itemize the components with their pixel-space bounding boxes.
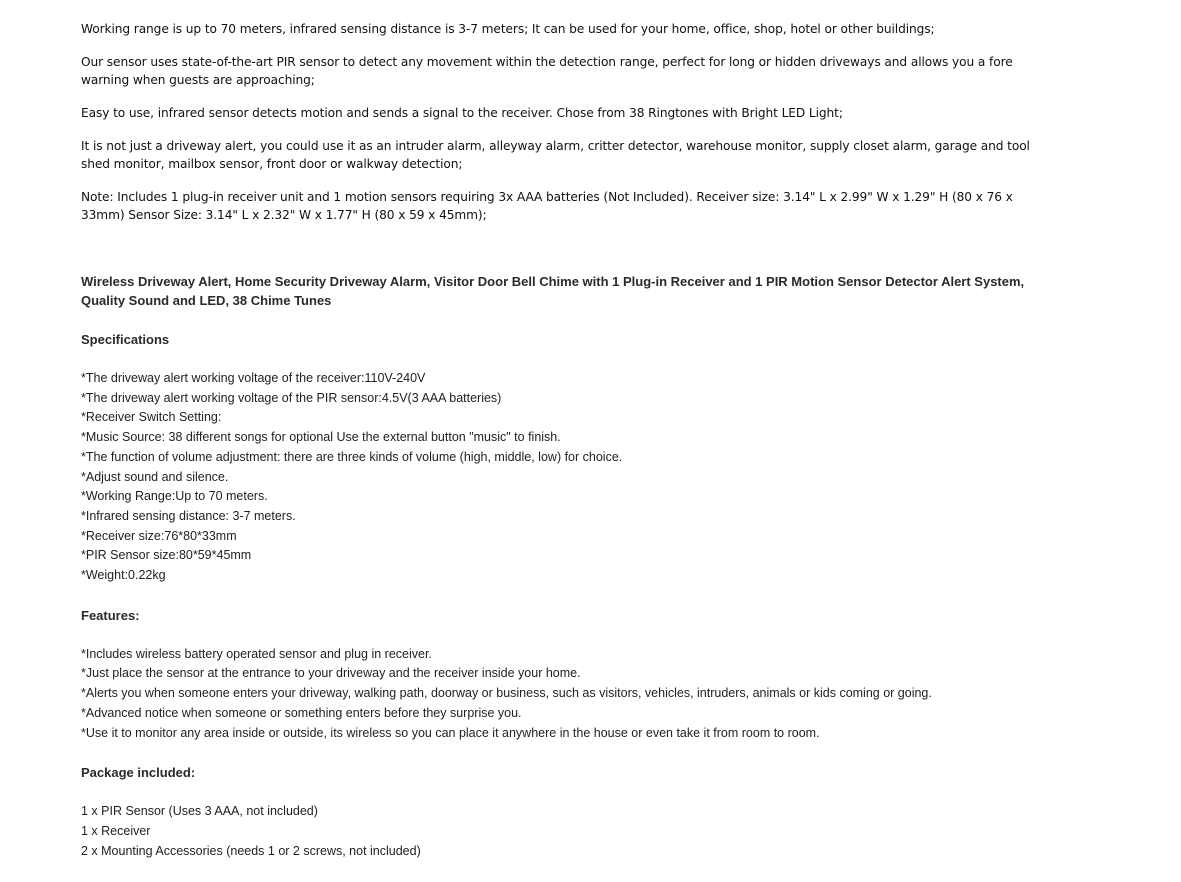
spec-item: *Working Range:Up to 70 meters.: [81, 489, 268, 504]
feature-item: *Use it to monitor any area inside or outside, its wireless so you can place it anywhere in the house or even take it from room to room.: [81, 725, 820, 740]
spec-item: *Receiver Switch Setting:: [81, 410, 222, 425]
spec-item: *Infrared sensing distance: 3-7 meters.: [81, 508, 296, 523]
specifications-heading: Specifications: [81, 332, 170, 347]
intro-paragraph: Easy to use, infrared sensor detects motion and sends a signal to the receiver. Chose from 38 Ringtones with Bright LED Light;: [81, 106, 843, 120]
feature-item: *Alerts you when someone enters your driveway, walking path, doorway or business, such as visitors, vehicles, intruders, animals or kids coming or going.: [81, 686, 932, 701]
spec-item: *PIR Sensor size:80*59*45mm: [81, 548, 252, 563]
spec-item: *Weight:0.22kg: [81, 568, 166, 583]
spec-item: *The driveway alert working voltage of the PIR sensor:4.5V(3 AAA batteries): [81, 390, 502, 405]
intro-paragraph: Our sensor uses state-of-the-art PIR sensor to detect any movement within the detection range, perfect for long or hidden driveways and allows you a fore warning when guests are approaching;: [81, 55, 1013, 87]
package-list: [81, 802, 1041, 861]
package-heading: Package included:: [81, 765, 196, 781]
spec-item: *Music Source: 38 different songs for optional Use the external button "music" to finish.: [81, 430, 561, 445]
package-item: 1 x PIR Sensor (Uses 3 AAA, not included): [81, 804, 318, 819]
package-item: 2 x Mounting Accessories (needs 1 or 2 screws, not included): [81, 843, 421, 858]
product-description: [81, 20, 1041, 861]
features-list: [81, 645, 1041, 744]
intro-paragraph: Working range is up to 70 meters, infrared sensing distance is 3-7 meters; It can be used for your home, office, shop, hotel or other buildings;: [81, 22, 935, 36]
spec-item: *Receiver size:76*80*33mm: [81, 528, 237, 543]
specifications-list: [81, 369, 1041, 586]
section-spacer: [81, 239, 1041, 272]
feature-item: *Just place the sensor at the entrance to your driveway and the receiver inside your home.: [81, 666, 581, 681]
features-heading: Features:: [81, 607, 140, 623]
spec-item: *The driveway alert working voltage of the receiver:110V-240V: [81, 371, 426, 385]
product-title: Wireless Driveway Alert, Home Security Driveway Alarm, Visitor Door Bell Chime with 1 Plug-in Receiver and 1 PIR Motion Sensor Detector Alert System, Quality Sound and LED, 38 Chime Tunes: [81, 274, 1025, 308]
product-details: [81, 272, 1041, 861]
feature-item: *Includes wireless battery operated sensor and plug in receiver.: [81, 646, 432, 661]
intro-bullets: [81, 20, 1041, 224]
intro-paragraph: Note: Includes 1 plug-in receiver unit and 1 motion sensors requiring 3x AAA batteries (Not Included). Receiver size: 3.14" L x 2.99" W x 1.29" H (80 x 76 x 33mm) Sensor Size: 3.14" L x 2.32" W x 1.77" H (80 x 59 x 45mm);: [81, 190, 1013, 222]
spec-item: *Adjust sound and silence.: [81, 469, 229, 484]
spec-item: *The function of volume adjustment: there are three kinds of volume (high, middle, low) for choice.: [81, 449, 623, 464]
intro-paragraph: It is not just a driveway alert, you could use it as an intruder alarm, alleyway alarm, critter detector, warehouse monitor, supply closet alarm, garage and tool shed monitor, mailbox sensor, front door or walkway detection;: [81, 139, 1030, 171]
feature-item: *Advanced notice when someone or something enters before they surprise you.: [81, 705, 522, 720]
package-item: 1 x Receiver: [81, 823, 151, 838]
